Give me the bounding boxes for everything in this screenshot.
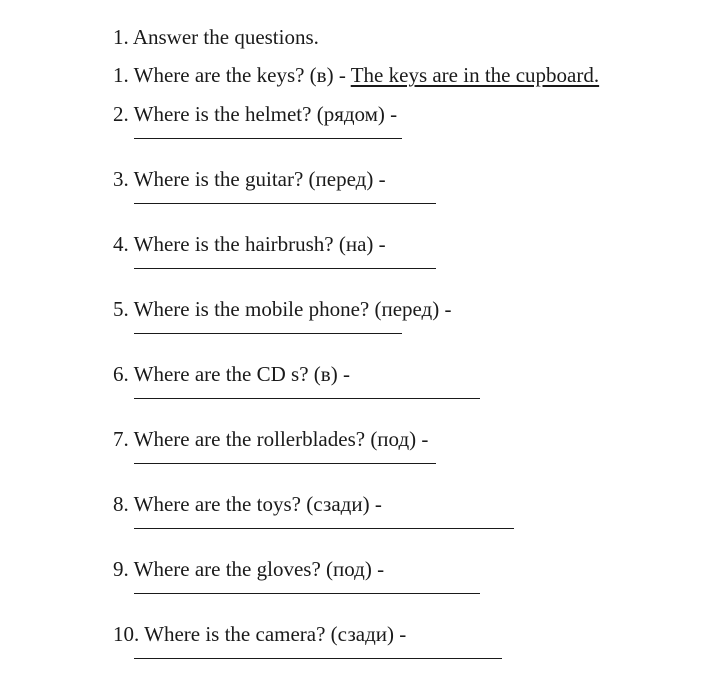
- question-number: 2.: [113, 102, 129, 126]
- answer-blank-line[interactable]: [134, 528, 514, 529]
- example-answer: The keys are in the cupboard.: [350, 63, 600, 87]
- question-number: 7.: [113, 427, 129, 451]
- question-text: Where are the rollerblades? (под) -: [133, 427, 429, 451]
- answer-blank-line[interactable]: [134, 203, 436, 204]
- question-text: Where is the camera? (сзади) -: [144, 622, 407, 646]
- answer-blank-line[interactable]: [134, 658, 502, 659]
- question-item: [113, 491, 693, 556]
- question-item: [113, 296, 693, 361]
- question-number: 8.: [113, 492, 129, 516]
- question-item: [113, 361, 693, 426]
- question-number: 3.: [113, 167, 129, 191]
- question-text: Where is the hairbrush? (на) -: [133, 232, 386, 256]
- answer-blank-line[interactable]: [134, 463, 436, 464]
- question-text: Where are the toys? (сзади) -: [133, 492, 382, 516]
- question-text: Where are the CD s? (в) -: [133, 362, 350, 386]
- question-item: [113, 231, 693, 296]
- question-text: Where is the mobile phone? (перед) -: [133, 297, 452, 321]
- answer-blank-line[interactable]: [134, 333, 402, 334]
- example-item: [113, 62, 693, 88]
- question-item: [113, 426, 693, 491]
- question-text: Where is the guitar? (перед) -: [133, 167, 386, 191]
- question-item: [113, 621, 693, 686]
- worksheet-title: 1. Answer the questions.: [113, 25, 319, 49]
- question-text: Where is the helmet? (рядом) -: [133, 102, 398, 126]
- worksheet: [113, 24, 693, 686]
- example-number: 1.: [113, 63, 129, 87]
- example-question: Where are the keys? (в) -: [133, 63, 346, 87]
- answer-blank-line[interactable]: [134, 593, 480, 594]
- question-number: 6.: [113, 362, 129, 386]
- question-number: 4.: [113, 232, 129, 256]
- answer-blank-line[interactable]: [134, 268, 436, 269]
- question-number: 9.: [113, 557, 129, 581]
- question-text: Where are the gloves? (под) -: [133, 557, 385, 581]
- answer-blank-line[interactable]: [134, 398, 480, 399]
- answer-blank-line[interactable]: [134, 138, 402, 139]
- question-item: [113, 556, 693, 621]
- question-item: [113, 101, 693, 166]
- question-number: 10.: [113, 622, 140, 646]
- question-item: [113, 166, 693, 231]
- question-number: 5.: [113, 297, 129, 321]
